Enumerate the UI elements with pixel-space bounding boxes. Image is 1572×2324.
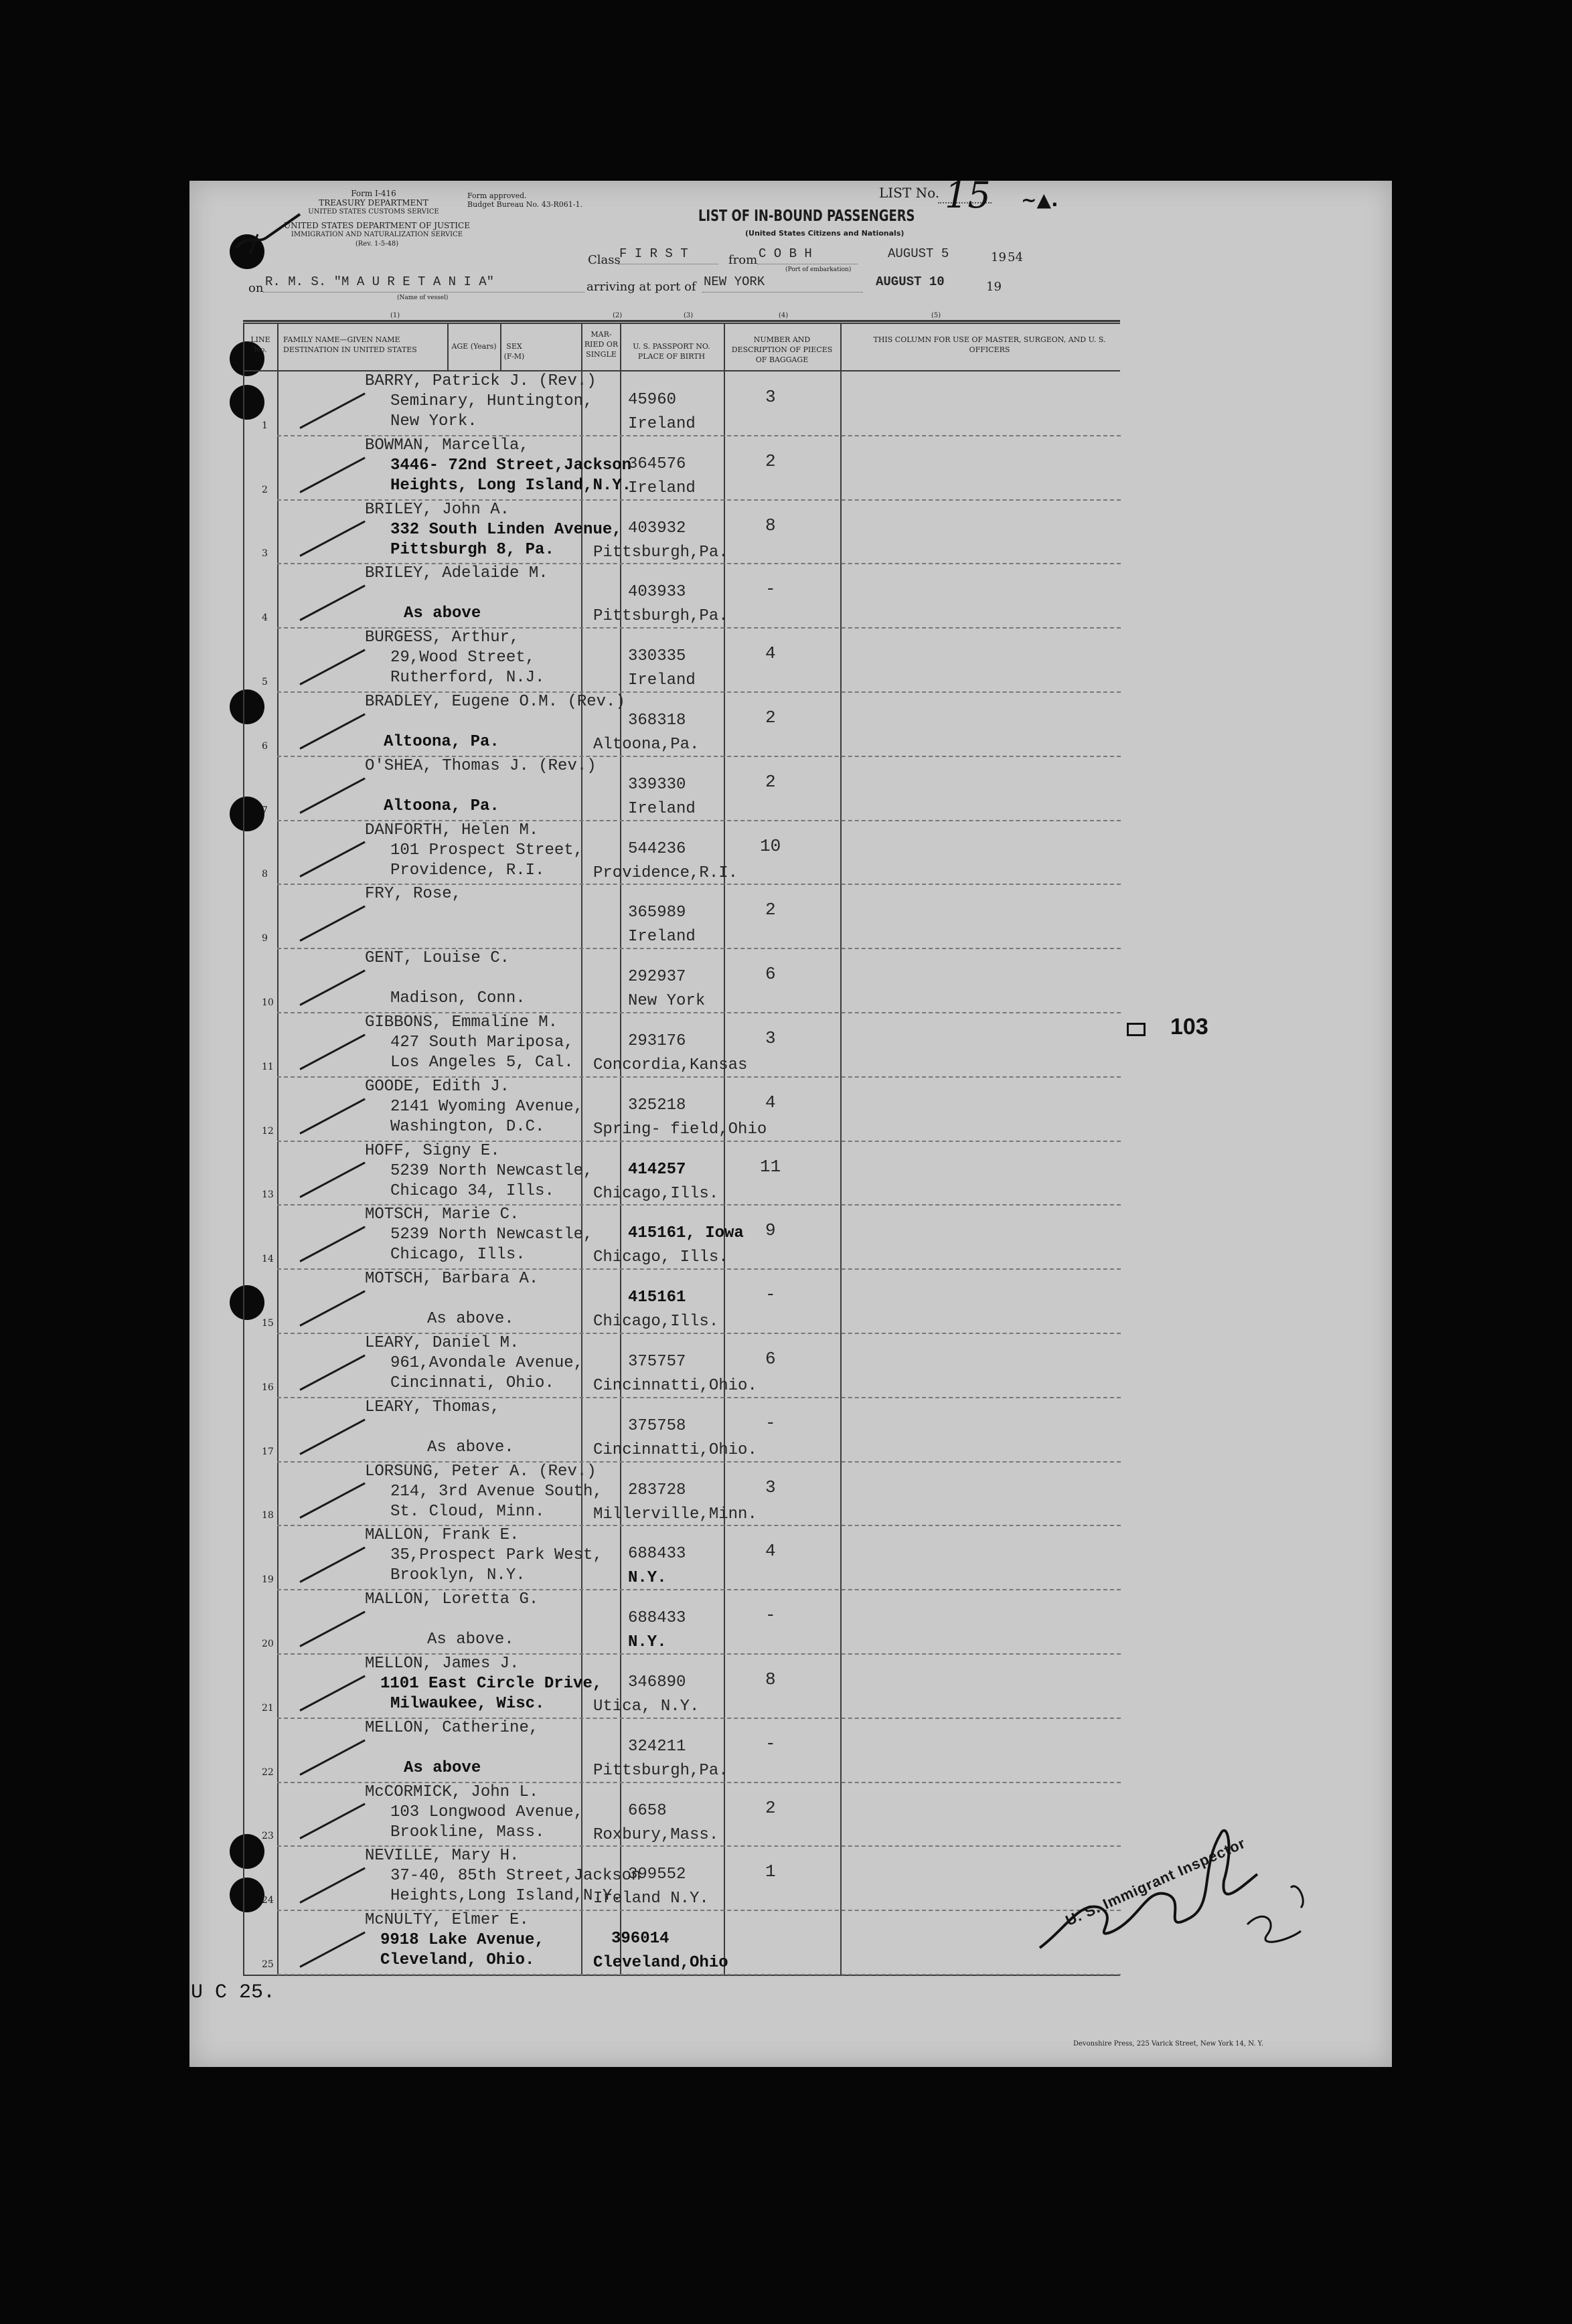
passport-number: 346890 [628,1673,686,1691]
row-line-number: 4 [262,612,268,624]
address-line-2: Heights, Long Island,N.Y. [390,476,632,495]
baggage-count: 3 [765,387,776,407]
from-value: C O B H [759,246,812,261]
form-revision: (Rev. 1-5-48) [355,240,399,248]
row-line-number: 7 [262,805,268,816]
place-of-birth: Concordia,Kansas [593,1056,748,1074]
check-mark [299,713,366,749]
table-row [189,1012,1127,1076]
address-line-2: As above. [427,1310,514,1329]
place-of-birth: Altoona,Pa. [593,736,700,754]
place-of-birth: Cincinnatti,Ohio. [593,1440,757,1459]
row-line-number: 8 [262,869,268,880]
address-line-2: Rutherford, N.J. [390,669,545,687]
check-mark [299,1033,366,1070]
table-row [189,627,1127,691]
passport-number: 399552 [628,1865,686,1884]
passport-number: 330335 [628,647,686,666]
place-of-birth: Ireland [628,799,696,818]
header-name: FAMILY NAME—GIVEN NAME DESTINATION IN UNITED STATES [283,335,417,354]
row-line-number: 11 [262,1061,274,1072]
row-line-number: 21 [262,1702,274,1714]
check-mark [299,1291,366,1327]
place-of-birth: Ireland [628,479,696,497]
passenger-name: BRILEY, Adelaide M. [365,564,548,583]
check-mark [299,1803,366,1839]
place-of-birth: Pittsburgh,Pa. [593,607,728,626]
place-of-birth: Chicago, Ills. [593,1248,728,1267]
passport-number: 403933 [628,583,686,602]
check-mark [299,1418,366,1455]
address-line-2: Madison, Conn. [390,989,526,1008]
passport-number: 415161 [628,1289,686,1307]
place-of-birth: Chicago,Ills. [593,1313,719,1331]
address-line-2: Altoona, Pa. [384,733,499,751]
passport-number: 688433 [628,1609,686,1628]
address-line-2: Cincinnati, Ohio. [390,1374,554,1392]
address-line-1: 427 South Mariposa, [390,1033,574,1052]
table-row [189,1910,1127,1974]
ins-service: IMMIGRATION AND NATURALIZATION SERVICE [291,231,463,238]
table-row [189,1204,1127,1268]
row-line-number: 9 [262,933,268,944]
manifest-sheet [189,174,1392,2067]
passenger-name: LEARY, Daniel M. [365,1334,520,1352]
table-row [189,1653,1127,1718]
baggage-count: 11 [760,1156,781,1177]
passenger-name: MOTSCH, Marie C. [365,1206,520,1224]
passenger-name: GOODE, Edith J. [365,1077,510,1096]
address-line-1: Seminary, Huntington, [390,392,593,410]
place-of-birth: Providence,R.I. [593,863,738,882]
baggage-count: 2 [765,771,776,792]
address-line-2: Milwaukee, Wisc. [390,1695,545,1713]
address-line-2: Los Angeles 5, Cal. [390,1054,574,1072]
table-row [189,1782,1127,1846]
printer-footer: Devonshire Press, 225 Varick Street, New York 14, N. Y. [1073,2040,1264,2048]
address-line-2: Altoona, Pa. [384,797,499,815]
baggage-count: 1 [765,1861,776,1882]
count-mark [1127,1023,1146,1036]
row-line-number: 2 [262,484,268,495]
passport-number: 339330 [628,775,686,794]
row-line-number: 13 [262,1189,274,1201]
header-married: MAR- RIED OR SINGLE [584,330,619,359]
row-line-number: 3 [262,548,268,560]
row-line-number: 23 [262,1831,274,1842]
corner-mark [230,208,310,261]
row-line-number: 6 [262,740,268,752]
baggage-count: 4 [765,643,776,664]
address-line-1: 103 Longwood Avenue, [390,1803,584,1821]
place-of-birth: Ireland [628,928,696,946]
check-mark [299,1739,366,1775]
col-num-2: (2) [613,312,623,319]
passport-number: 324211 [628,1737,686,1756]
arrival-port: NEW YORK [704,274,765,289]
address-line-1: 9918 Lake Avenue, [380,1931,544,1950]
passenger-name: MELLON, James J. [365,1655,520,1673]
form-subtitle: (United States Citizens and Nationals) [745,229,905,238]
table-top-rule-2 [243,323,1120,324]
check-mark [299,521,366,557]
address-line-1: 29,Wood Street, [390,649,536,667]
table-row [189,1718,1127,1782]
address-line-2: Washington, D.C. [390,1117,545,1136]
address-line-2: As above. [427,1631,514,1649]
table-row [189,820,1127,884]
justice-dept: UNITED STATES DEPARTMENT OF JUSTICE [284,221,470,230]
departure-date: AUGUST 5 [888,246,949,261]
passport-number: 415161, Iowa [628,1224,744,1243]
passenger-name: GIBBONS, Emmaline M. [365,1013,558,1031]
table-row [189,1397,1127,1461]
baggage-count: 2 [765,450,776,471]
place-of-birth: Pittsburgh,Pa. [593,1761,728,1780]
table-row [189,1845,1127,1910]
table-row [189,1525,1127,1589]
passenger-name: BRILEY, John A. [365,500,510,519]
place-of-birth: Pittsburgh,Pa. [593,543,728,562]
check-mark [299,1675,366,1711]
baggage-count: - [765,1605,776,1626]
table-row [189,948,1127,1012]
header-line-no: LINE No. [250,335,270,354]
passport-number: 283728 [628,1481,686,1499]
check-mark [299,1932,366,1968]
table-row [189,1461,1127,1525]
address-line-2: Brookline, Mass. [390,1823,545,1841]
passenger-name: MALLON, Loretta G. [365,1590,539,1609]
header-age: AGE (Years) [451,342,497,351]
table-top-rule [243,320,1120,322]
row-line-number: 5 [262,676,268,687]
table-row [189,1333,1127,1397]
table-row [189,884,1127,948]
place-of-birth: N.Y. [628,1633,667,1652]
address-line-1: 1101 East Circle Drive, [380,1675,603,1693]
address-line-1: 35,Prospect Park West, [390,1546,603,1565]
inspector-signature [1026,1807,1348,1961]
baggage-count: 6 [765,964,776,985]
passenger-name: HOFF, Signy E. [365,1141,500,1160]
class-value: F I R S T [619,246,688,261]
form-number: Form I-416 [351,189,396,198]
passport-number: 45960 [628,391,677,409]
form-approved: Form approved. [467,191,527,200]
address-line-1: 37-40, 85th Street,Jackson [390,1867,641,1886]
baggage-count: 8 [765,515,776,535]
passport-number: 688433 [628,1545,686,1564]
check-mark [299,1483,366,1519]
table-row [189,499,1127,564]
place-of-birth: Ireland N.Y. [593,1890,709,1908]
check-mark [299,970,366,1006]
col-num-3: (3) [684,312,694,319]
arriving-label: arriving at port of [586,280,696,294]
baggage-count: - [765,1733,776,1754]
check-mark [299,1162,366,1198]
passport-number: 292937 [628,968,686,987]
passport-number: 414257 [628,1160,686,1179]
list-number-value: 15 [945,174,991,216]
place-of-birth: Millerville,Minn. [593,1505,757,1523]
from-label: from [728,253,758,267]
address-line-2: St. Cloud, Minn. [390,1502,545,1521]
arrival-port-rule [702,292,863,293]
passport-number: 364576 [628,454,686,473]
on-label: on [248,281,264,295]
arrival-date: AUGUST 10 [876,274,945,289]
header-officers: THIS COLUMN FOR USE OF MASTER, SURGEON, AND U. S. OFFICERS [873,335,1106,354]
passport-number: 6658 [628,1801,667,1820]
customs-service: UNITED STATES CUSTOMS SERVICE [308,208,439,216]
passport-number: 544236 [628,839,686,858]
passenger-name: FRY, Rose, [365,885,462,904]
list-number-label: LIST No. [879,185,940,201]
row-line-number: 14 [262,1254,274,1265]
baggage-count: 6 [765,1349,776,1369]
check-mark [299,1226,366,1262]
passenger-name: BURGESS, Arthur, [365,629,520,647]
check-mark [299,1547,366,1583]
baggage-count: 10 [760,835,781,856]
place-of-birth: Ireland [628,671,696,690]
passenger-name: McNULTY, Elmer E. [365,1911,529,1930]
address-line-1: 5239 North Newcastle, [390,1161,593,1180]
row-line-number: 10 [262,997,274,1008]
baggage-count: 3 [765,1028,776,1048]
row-line-number: 22 [262,1766,274,1778]
vessel-name: R. M. S. "M A U R E T A N I A" [265,274,495,289]
passport-number: 375757 [628,1353,686,1371]
year-prefix: 19 [991,250,1006,264]
row-line-number: 15 [262,1317,274,1329]
place-of-birth: Ireland [628,415,696,433]
check-mark [299,392,366,428]
approval-block [467,191,582,209]
check-mark [299,841,366,878]
table-row [189,1076,1127,1141]
row-line-number: 20 [262,1638,274,1649]
baggage-count: 4 [765,1541,776,1562]
check-mark [299,906,366,942]
baggage-count: 8 [765,1669,776,1689]
passport-number: 293176 [628,1032,686,1050]
check-mark [299,1098,366,1134]
check-mark [299,777,366,813]
place-of-birth: Chicago,Ills. [593,1184,719,1203]
passenger-name: GENT, Louise C. [365,949,510,968]
check-mark [299,1611,366,1647]
place-of-birth: Cleveland,Ohio [593,1954,728,1973]
passenger-name: O'SHEA, Thomas J. (Rev.) [365,756,597,775]
check-mark [299,456,366,493]
col-num-1: (1) [390,312,400,319]
address-line-1: 3446- 72nd Street,Jackson [390,456,632,475]
passenger-name: BRADLEY, Eugene O.M. (Rev.) [365,693,625,711]
place-of-birth: Spring- field,Ohio [593,1120,767,1139]
port-embark-caption: (Port of embarkation) [785,266,852,273]
check-mark [299,649,366,685]
baggage-count: 2 [765,1797,776,1818]
row-line-number: 12 [262,1125,274,1137]
passenger-name: MELLON, Catherine, [365,1718,539,1737]
address-line-1: 961,Avondale Avenue, [390,1354,584,1372]
address-line-2: Brooklyn, N.Y. [390,1566,526,1585]
form-number-block [307,189,441,217]
place-of-birth: N.Y. [628,1569,667,1588]
passport-number: 396014 [611,1930,670,1948]
passport-number: 325218 [628,1096,686,1114]
address-line-1: 214, 3rd Avenue South, [390,1482,603,1501]
row-line-number: 18 [262,1510,274,1521]
address-line-2: As above. [427,1438,514,1457]
place-of-birth: Cincinnatti,Ohio. [593,1377,757,1395]
row-line-number: 1 [262,420,268,431]
check-mark [299,1868,366,1904]
year-value: 54 [1008,250,1023,264]
passport-number: 368318 [628,712,686,730]
passenger-name: BARRY, Patrick J. (Rev.) [365,372,597,390]
table-row [189,1589,1127,1653]
table-row [189,563,1127,627]
passenger-name: LEARY, Thomas, [365,1398,500,1416]
table-row [189,1268,1127,1333]
baggage-count: - [765,1284,776,1305]
row-line-number: 25 [262,1959,274,1970]
side-mark: U C 25. [191,1981,276,2004]
col-num-4: (4) [779,312,789,319]
place-of-birth: Roxbury,Mass. [593,1825,719,1844]
class-label: Class [588,253,621,267]
table-row [189,691,1127,756]
passenger-name: LORSUNG, Peter A. (Rev.) [365,1462,597,1481]
inspector-stamp: U. S. Immigrant Inspector [1063,1834,1249,1929]
passenger-name: MOTSCH, Barbara A. [365,1270,539,1289]
passenger-name: McCORMICK, John L. [365,1782,539,1801]
address-line-2: Heights,Long Island,N.Y. [390,1887,622,1906]
passenger-name: BOWMAN, Marcella, [365,436,529,454]
baggage-count: 2 [765,708,776,728]
address-line-2: New York. [390,412,477,430]
header-passport: U. S. PASSPORT NO. PLACE OF BIRTH [633,342,710,361]
address-line-1: 101 Prospect Street, [390,841,584,859]
list-number-mark: ~▲. [1021,189,1058,211]
table-row [189,371,1127,435]
address-line-2: Cleveland, Ohio. [380,1951,535,1970]
table-row [189,1141,1127,1205]
row-line-number: 19 [262,1574,274,1586]
baggage-count: - [765,1412,776,1433]
baggage-count: - [765,579,776,600]
baggage-count: 4 [765,1092,776,1112]
passport-number: 365989 [628,904,686,922]
treasury-dept: TREASURY DEPARTMENT [319,198,428,208]
vessel-caption: (Name of vessel) [397,295,449,301]
passport-number: 375758 [628,1416,686,1435]
address-line-2: As above [404,1758,481,1777]
row-line-number: 24 [262,1895,274,1906]
passenger-name: DANFORTH, Helen M. [365,821,539,839]
address-line-2: Chicago, Ills. [390,1246,526,1264]
place-of-birth: Utica, N.Y. [593,1697,700,1716]
form-title: LIST OF IN-BOUND PASSENGERS [698,208,915,225]
table-row [189,435,1127,499]
table-row [189,756,1127,820]
col-num-5: (5) [931,312,941,319]
passenger-name: MALLON, Frank E. [365,1526,520,1545]
baggage-count: 3 [765,1477,776,1497]
passport-number: 403932 [628,519,686,537]
year-suffix: 19 [986,280,1002,294]
address-line-2: Providence, R.I. [390,861,545,880]
address-line-1: 2141 Wyoming Avenue, [390,1097,584,1116]
address-line-1: 332 South Linden Avenue, [390,520,622,539]
budget-bureau: Budget Bureau No. 43-R061-1. [467,200,583,209]
address-line-1: 5239 North Newcastle, [390,1226,593,1244]
baggage-count: 2 [765,900,776,920]
row-line-number: 17 [262,1446,274,1457]
header-baggage: NUMBER AND DESCRIPTION OF PIECES OF BAGGAGE [731,335,833,364]
check-mark [299,585,366,621]
check-mark [299,1354,366,1390]
address-line-2: As above [404,604,481,623]
vessel-rule [263,292,584,293]
address-line-2: Chicago 34, Ills. [390,1181,554,1200]
baggage-count: 9 [765,1220,776,1241]
address-line-2: Pittsburgh 8, Pa. [390,540,554,559]
row-rule [277,1974,1121,1975]
row-line-number: 16 [262,1382,274,1393]
count-annotation: 103 [1170,1014,1208,1040]
header-sex: SEX (F-M) [503,342,525,361]
place-of-birth: New York [628,992,706,1011]
passenger-name: NEVILLE, Mary H. [365,1847,520,1865]
